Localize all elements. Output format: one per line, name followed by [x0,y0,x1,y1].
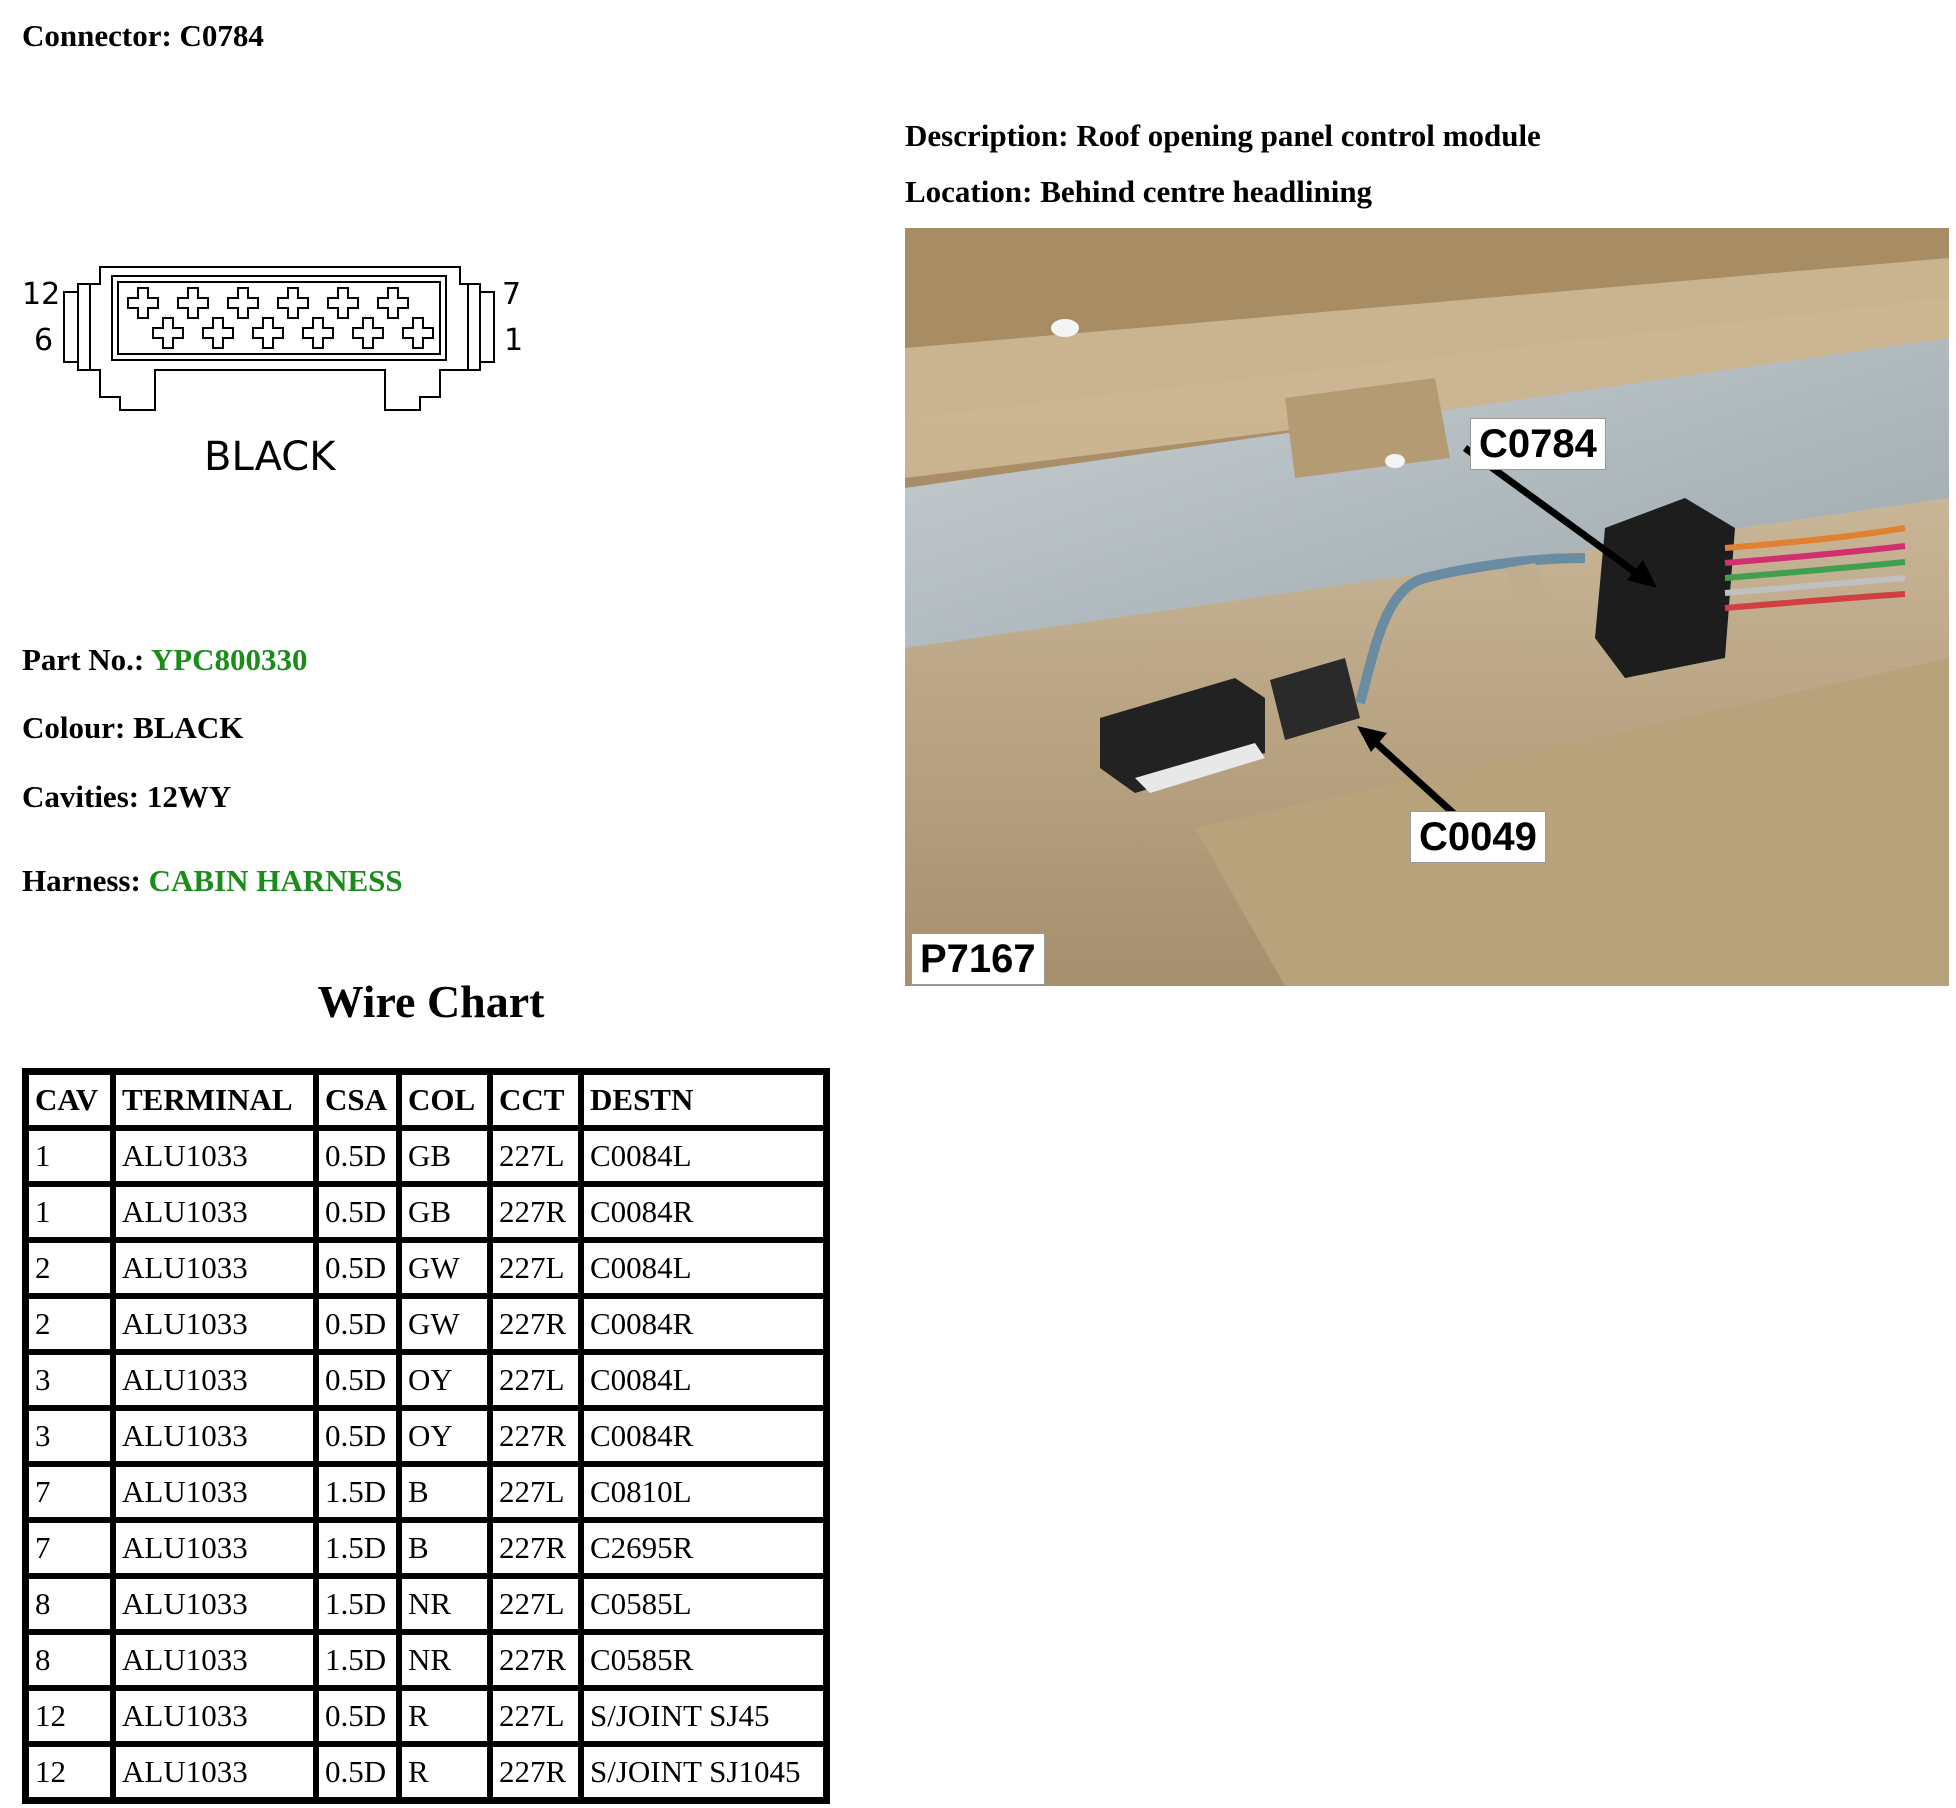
table-cell: 227L [490,1128,581,1184]
cavities-label: Cavities: [22,779,140,814]
headlining-photo-illustration [905,228,1949,986]
table-row [26,1744,826,1800]
table-row [26,1352,826,1408]
description-label: Description: [905,118,1069,153]
pin-label-6: 6 [34,323,54,358]
table-row [26,1520,826,1576]
colour-label: Colour: [22,710,126,745]
table-cell: C0810L [581,1464,826,1520]
connector-label: Connector: [22,18,172,53]
table-cell: 0.5D [316,1240,399,1296]
table-cell: 0.5D [316,1184,399,1240]
table-cell: C0084R [581,1408,826,1464]
table-cell: NR [399,1632,490,1688]
table-row [26,1688,826,1744]
table-cell: 227L [490,1352,581,1408]
harness-field [22,863,403,899]
table-row [26,1184,826,1240]
part-no-link[interactable]: YPC800330 [150,642,308,677]
table-cell: 0.5D [316,1688,399,1744]
table-cell: 8 [26,1632,113,1688]
table-cell: 3 [26,1408,113,1464]
table-cell: C0084L [581,1240,826,1296]
table-cell: 1 [26,1184,113,1240]
table-cell: 227R [490,1184,581,1240]
table-cell: 8 [26,1576,113,1632]
table-cell: ALU1033 [113,1576,316,1632]
table-cell: 3 [26,1352,113,1408]
table-cell: C0585L [581,1576,826,1632]
table-cell: 0.5D [316,1352,399,1408]
colour-field [22,710,243,746]
table-cell: 12 [26,1744,113,1800]
table-cell: ALU1033 [113,1408,316,1464]
description-field [905,118,1541,154]
wire-chart-header-cell: COL [399,1072,490,1128]
table-cell: NR [399,1576,490,1632]
wire-chart-header-cell: TERMINAL [113,1072,316,1128]
table-cell: 227L [490,1240,581,1296]
colour-value: BLACK [133,710,244,745]
table-cell: GB [399,1184,490,1240]
cavities-field [22,779,231,815]
location-value: Behind centre headlining [1040,174,1373,209]
table-cell: 12 [26,1688,113,1744]
wire-chart-header-cell: DESTN [581,1072,826,1128]
location-field [905,174,1372,210]
table-cell: 0.5D [316,1128,399,1184]
table-cell: 227R [490,1632,581,1688]
table-cell: B [399,1464,490,1520]
table-row [26,1240,826,1296]
table-cell: 7 [26,1464,113,1520]
table-cell: ALU1033 [113,1352,316,1408]
pin-label-1: 1 [504,323,524,358]
table-cell: 227R [490,1744,581,1800]
table-cell: 0.5D [316,1744,399,1800]
table-cell: ALU1033 [113,1632,316,1688]
table-cell: C0585R [581,1632,826,1688]
table-cell: C0084R [581,1184,826,1240]
wire-chart-body [26,1128,826,1800]
wire-chart-header-cell: CCT [490,1072,581,1128]
pin-label-7: 7 [502,277,522,312]
table-row [26,1576,826,1632]
table-cell: GB [399,1128,490,1184]
table-cell: C2695R [581,1520,826,1576]
table-cell: B [399,1520,490,1576]
table-row [26,1632,826,1688]
table-cell: ALU1033 [113,1464,316,1520]
part-no-label: Part No.: [22,642,145,677]
wire-chart-table [22,1068,830,1804]
pin-label-12: 12 [22,277,61,312]
table-cell: 1 [26,1128,113,1184]
table-cell: 1.5D [316,1632,399,1688]
table-cell: ALU1033 [113,1744,316,1800]
table-row [26,1408,826,1464]
table-row [26,1128,826,1184]
table-cell: ALU1033 [113,1296,316,1352]
table-cell: 227L [490,1464,581,1520]
table-cell: S/JOINT SJ45 [581,1688,826,1744]
wire-chart-title: Wire Chart [317,976,545,1027]
wire-chart-header-cell: CSA [316,1072,399,1128]
table-cell: 1.5D [316,1464,399,1520]
wire-chart-header-row [26,1072,826,1128]
table-cell: GW [399,1240,490,1296]
table-cell: 1.5D [316,1520,399,1576]
table-cell: OY [399,1352,490,1408]
table-cell: ALU1033 [113,1240,316,1296]
table-cell: 1.5D [316,1576,399,1632]
table-cell: 0.5D [316,1408,399,1464]
table-cell: C0084L [581,1128,826,1184]
table-cell: S/JOINT SJ1045 [581,1744,826,1800]
connector-value: C0784 [179,18,264,53]
connector-pinout-diagram [20,262,540,492]
table-cell: 227R [490,1408,581,1464]
table-cell: GW [399,1296,490,1352]
table-cell: 227R [490,1520,581,1576]
table-cell: ALU1033 [113,1520,316,1576]
table-cell: C0084R [581,1296,826,1352]
table-cell: C0084L [581,1352,826,1408]
table-cell: 227R [490,1296,581,1352]
table-cell: 2 [26,1240,113,1296]
table-cell: 2 [26,1296,113,1352]
harness-link[interactable]: CABIN HARNESS [148,863,403,898]
callout-c0049: C0049 [1410,811,1546,863]
table-cell: OY [399,1408,490,1464]
table-cell: R [399,1688,490,1744]
table-cell: 0.5D [316,1296,399,1352]
cavities-value: 12WY [146,779,232,814]
part-no-field [22,642,308,678]
harness-label: Harness: [22,863,141,898]
callout-c0784: C0784 [1470,418,1606,470]
pinout-colour-caption: BLACK [204,434,336,480]
location-photo [905,228,1949,986]
table-cell: ALU1033 [113,1688,316,1744]
table-cell: 227L [490,1688,581,1744]
description-value: Roof opening panel control module [1076,118,1541,153]
table-cell: ALU1033 [113,1184,316,1240]
wire-chart-header-cell: CAV [26,1072,113,1128]
table-cell: 227L [490,1576,581,1632]
figure-id-label: P7167 [911,933,1045,985]
table-cell: 7 [26,1520,113,1576]
location-label: Location: [905,174,1033,209]
table-cell: ALU1033 [113,1128,316,1184]
table-cell: R [399,1744,490,1800]
table-row [26,1296,826,1352]
table-row [26,1464,826,1520]
connector-field [22,18,264,54]
